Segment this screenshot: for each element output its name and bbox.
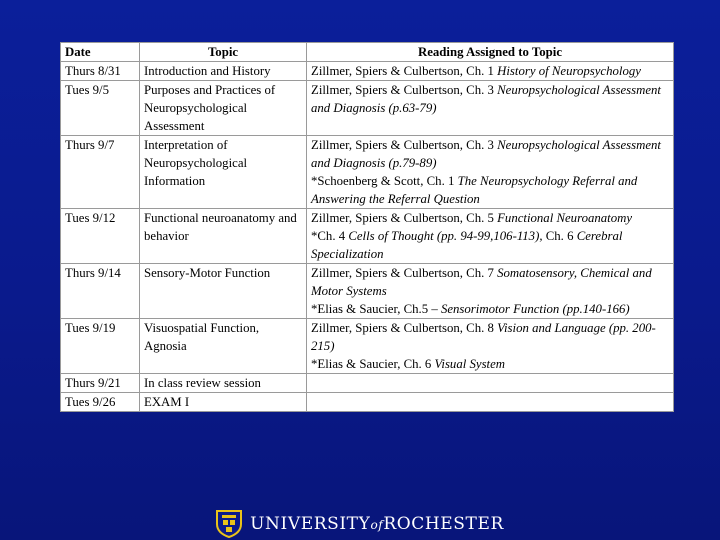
cell-topic: EXAM I (140, 393, 307, 412)
cell-reading (307, 374, 674, 393)
cell-reading: Zillmer, Spiers & Culbertson, Ch. 1 History of Neuropsychology (307, 62, 674, 81)
table-row (61, 319, 674, 374)
logo-text-rochester: ROCHESTER (383, 514, 504, 534)
university-logo (216, 510, 504, 538)
course-schedule-table (60, 42, 674, 412)
table-body (61, 62, 674, 412)
university-shield-icon (216, 510, 242, 538)
cell-topic: Visuospatial Function, Agnosia (140, 319, 307, 374)
cell-date: Tues 9/12 (61, 209, 140, 264)
cell-date: Tues 9/19 (61, 319, 140, 374)
footer (0, 508, 720, 540)
cell-topic: Sensory-Motor Function (140, 264, 307, 319)
table-row (61, 374, 674, 393)
logo-text-of: of (370, 518, 384, 532)
cell-reading: Zillmer, Spiers & Culbertson, Ch. 7 Somatosensory, Chemical and Motor Systems *Elias & Saucier, Ch.5 – Sensorimotor Function (pp.140-166) (307, 264, 674, 319)
table-row (61, 393, 674, 412)
table-row (61, 81, 674, 136)
table-row (61, 136, 674, 209)
logo-text-university: UNIVERSITY (250, 514, 371, 534)
cell-reading: Zillmer, Spiers & Culbertson, Ch. 3 Neuropsychological Assessment and Diagnosis (p.79-89) *Schoenberg & Scott, Ch. 1 The Neuropsychology Referral and Answering the Referral Question (307, 136, 674, 209)
cell-reading: Zillmer, Spiers & Culbertson, Ch. 5 Functional Neuroanatomy *Ch. 4 Cells of Thought (pp. 94-99,106-113), Ch. 6 Cerebral Specialization (307, 209, 674, 264)
header-reading: Reading Assigned to Topic (307, 43, 674, 62)
cell-topic: Functional neuroanatomy and behavior (140, 209, 307, 264)
table-row (61, 209, 674, 264)
cell-topic: Purposes and Practices of Neuropsychological Assessment (140, 81, 307, 136)
cell-date: Thurs 9/21 (61, 374, 140, 393)
cell-date: Thurs 9/7 (61, 136, 140, 209)
cell-date: Tues 9/5 (61, 81, 140, 136)
cell-topic: Interpretation of Neuropsychological Information (140, 136, 307, 209)
table-row (61, 62, 674, 81)
cell-topic: Introduction and History (140, 62, 307, 81)
cell-reading: Zillmer, Spiers & Culbertson, Ch. 3 Neuropsychological Assessment and Diagnosis (p.63-79) (307, 81, 674, 136)
table-header-row (61, 43, 674, 62)
cell-reading: Zillmer, Spiers & Culbertson, Ch. 8 Vision and Language (pp. 200-215) *Elias & Saucier, Ch. 6 Visual System (307, 319, 674, 374)
cell-date: Thurs 8/31 (61, 62, 140, 81)
logo-wordmark (250, 514, 504, 534)
table-row (61, 264, 674, 319)
cell-date: Thurs 9/14 (61, 264, 140, 319)
header-topic: Topic (140, 43, 307, 62)
header-date: Date (61, 43, 140, 62)
cell-date: Tues 9/26 (61, 393, 140, 412)
cell-reading (307, 393, 674, 412)
cell-topic: In class review session (140, 374, 307, 393)
